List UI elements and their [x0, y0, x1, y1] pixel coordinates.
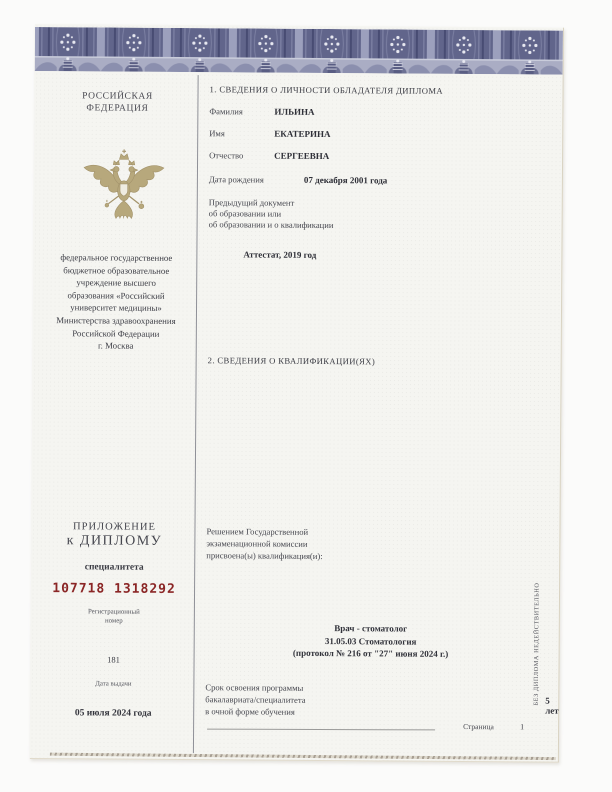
program-duration-value: 5 лет: [545, 695, 559, 716]
institution-line: университет медицины»: [70, 302, 162, 314]
previous-document-value: Аттестат, 2019 год: [243, 249, 317, 260]
institution-line: федеральное государственное: [60, 252, 173, 263]
issue-date: 05 июля 2024 года: [74, 708, 152, 719]
program-duration-label: Срок освоения программы бакалавриата/специалитета в очной форме обучения: [205, 682, 306, 717]
institution-name: [35, 251, 198, 353]
birthdate-label: Дата рождения: [208, 174, 264, 185]
field-row-birthdate: [209, 174, 539, 188]
field-row-firstname: [209, 128, 539, 142]
page-label: Страница: [463, 722, 494, 732]
qualification-specialty: 31.05.03 Стоматология: [324, 635, 417, 647]
birthdate-value: 07 декабря 2001 года: [303, 174, 388, 186]
patronymic-label: Отчество: [209, 150, 244, 161]
surname-label: Фамилия: [209, 106, 243, 117]
country-line-2: ФЕДЕРАЦИЯ: [86, 103, 149, 114]
surname-value: ИЛЬИНА: [274, 106, 315, 117]
institution-line: учреждение высшего: [76, 277, 156, 289]
firstname-label: Имя: [209, 128, 225, 139]
annex-subtitle: специалитета: [84, 562, 144, 573]
annex-title-line2: к ДИПЛОМУ: [66, 533, 163, 549]
institution-line: Российской Федерации: [72, 327, 160, 339]
qualification-title: Врач - стоматолог: [334, 623, 408, 634]
section1-title: 1. СВЕДЕНИЯ О ЛИЧНОСТИ ОБЛАДАТЕЛЯ ДИПЛОМА: [209, 84, 444, 96]
issue-date-label: Дата выдачи: [95, 680, 132, 688]
guilloche-border: [35, 27, 563, 75]
left-column: [39, 24, 197, 719]
qualification-block: [206, 621, 536, 661]
diploma-supplement-page: [30, 24, 564, 763]
commission-decision-label: Решением Государственной экзаменационной комиссии присвоена(ы) квалификация(и):: [206, 526, 323, 562]
registration-number-label: Регистрационный номер: [87, 608, 140, 625]
registration-number: 181: [107, 654, 120, 665]
field-row-surname: [209, 106, 539, 120]
previous-document-label: Предыдущий документ об образовании или об образовании и о квалификации: [208, 197, 334, 231]
side-validity-note: БЕЗ ДИПЛОМА НЕДЕЙСТВИТЕЛЬНО: [532, 582, 541, 706]
page-number: 1: [520, 722, 525, 732]
form-serial-number: 107718 1318292: [52, 581, 176, 597]
field-row-patronymic: [209, 150, 539, 164]
column-divider: [193, 75, 199, 753]
signature-line: [207, 729, 435, 731]
institution-line: г. Москва: [98, 340, 134, 351]
institution-line: Министерства здравоохранения: [56, 315, 176, 326]
qualification-protocol: (протокол № 216 от "27" июня 2024 г.): [292, 647, 449, 659]
country-name: [38, 90, 196, 115]
bottom-cord-line: [50, 753, 556, 760]
russian-coat-of-arms-icon: [78, 134, 171, 235]
patronymic-value: СЕРГЕЕВНА: [274, 150, 330, 162]
institution-line: образования «Российский: [67, 290, 165, 301]
firstname-value: ЕКАТЕРИНА: [274, 128, 331, 140]
institution-line: бюджетное образовательное: [63, 264, 170, 276]
annex-title-line1: ПРИЛОЖЕНИЕ: [73, 521, 156, 533]
section2-title: 2. СВЕДЕНИЯ О КВАЛИФИКАЦИИ(ЯХ): [207, 355, 376, 367]
country-line-1: РОССИЙСКАЯ: [82, 91, 153, 102]
